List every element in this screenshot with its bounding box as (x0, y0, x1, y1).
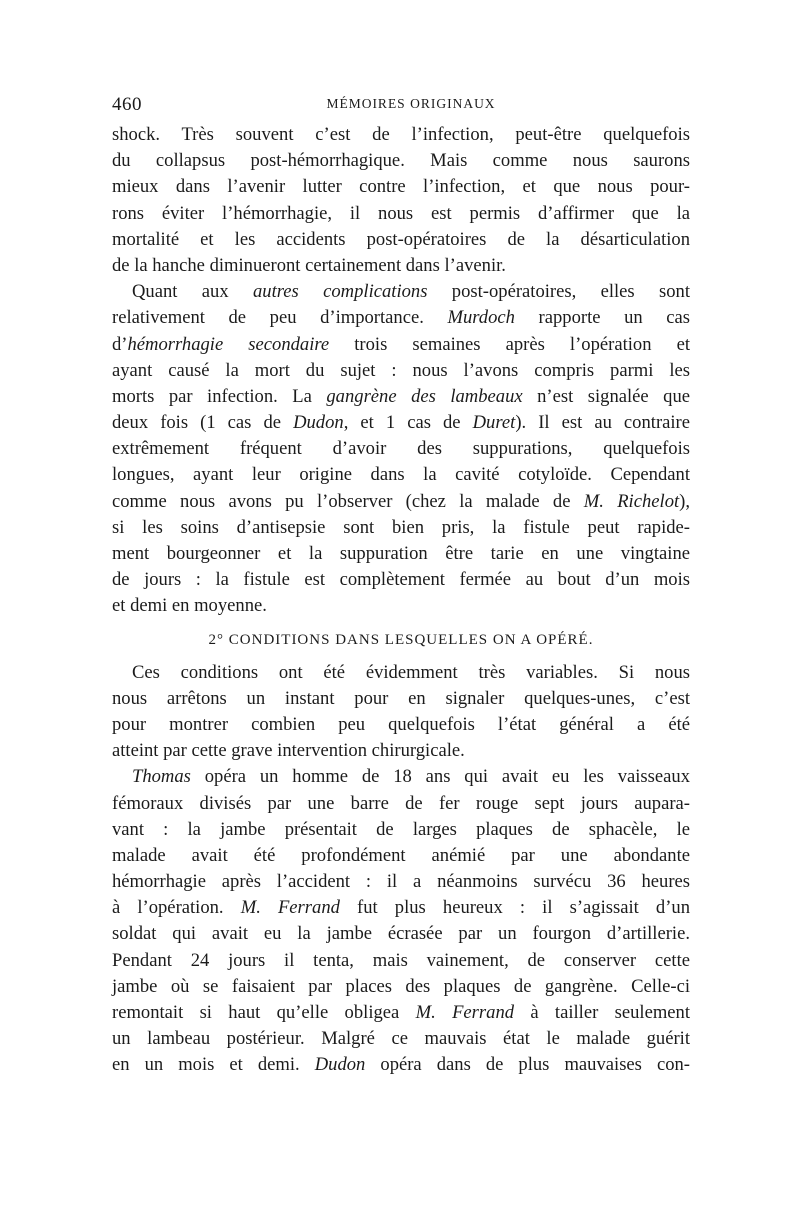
italic-name: M. Richelot (583, 490, 680, 512)
italic-name: M. Ferrand (415, 1002, 515, 1023)
running-head (112, 92, 690, 118)
text-line (112, 410, 690, 436)
text-line (112, 332, 690, 358)
text-line: mieux dans l’avenir lutter contre l’infection, et que nous pour- (112, 176, 690, 198)
text-run: deux fois (1 cas de (112, 412, 294, 434)
body-text (112, 122, 690, 1079)
text-run: comme nous avons pu l’observer (chez la malade de (112, 490, 584, 512)
italic-name: gangrène des lambeaux (326, 385, 523, 407)
text-run: en un mois et demi. (112, 1054, 315, 1076)
text-line (112, 764, 690, 790)
text-line (112, 384, 690, 410)
text-line (112, 1000, 690, 1026)
text-line: ayant causé la mort du sujet : nous l’avons compris parmi les (112, 359, 690, 381)
text-line: un lambeau postérieur. Malgré ce mauvais état le malade guérit (112, 1028, 690, 1050)
text-line: soldat qui avait eu la jambe écrasée par un fourgon d’artillerie. (112, 923, 690, 945)
text-line: rons éviter l’hémorrhagie, il nous est permis d’affirmer que la (112, 202, 690, 224)
italic-name: hémorrhagie secondaire (127, 333, 330, 355)
text-line: jambe où se faisaient par places des plaques de gangrène. Celle-ci (112, 975, 690, 997)
text-line: pour montrer combien peu quelquefois l’état général a été (112, 713, 690, 735)
text-line: hémorrhagie après l’accident : il a néanmoins survécu 36 heures (112, 871, 690, 893)
italic-name: Thomas (132, 766, 191, 788)
italic-name: autres complications (252, 281, 428, 303)
text-line: du collapsus post-hémorrhagique. Mais comme nous saurons (112, 150, 690, 172)
text-run: relativement de peu d’importance. (112, 307, 448, 329)
text-line (112, 1052, 690, 1078)
italic-name: Dudon (293, 412, 344, 434)
text-run: trois semaines après l’opération et (329, 333, 690, 355)
text-run: Quant aux (132, 281, 253, 303)
text-run: ). Il est au contraire (515, 412, 690, 434)
text-run: , et 1 cas de (343, 412, 473, 434)
text-run: opéra un homme de 18 ans qui avait eu les vaisseaux (190, 766, 690, 788)
text-run: ), (679, 490, 690, 512)
text-line: ment bourgeonner et la suppuration être tarie en une vingtaine (112, 543, 690, 564)
text-line: extrêmement fréquent d’avoir des suppurations, quelquefois (112, 438, 690, 460)
text-line: de la hanche diminueront certainement dans l’avenir. (112, 254, 506, 276)
text-run: fut plus heureux : il s’agissait d’un (339, 897, 690, 919)
text-line: si les soins d’antisepsie sont bien pris, la fistule peut rapide- (112, 516, 690, 538)
text-line: Pendant 24 jours il tenta, mais vainement, de conserver cette (112, 949, 690, 971)
italic-name: M. Ferrand (240, 897, 340, 919)
text-line: Ces conditions ont été évidemment très variables. Si nous (132, 661, 690, 683)
text-line (112, 305, 690, 331)
page-number: 460 (112, 94, 142, 115)
text-run: à l’opération. (112, 897, 241, 919)
text-line: nous arrêtons un instant pour en signaler quelques-unes, c’est (112, 687, 690, 709)
italic-name: Dudon (314, 1054, 366, 1076)
book-page (112, 92, 690, 1079)
text-line: fémoraux divisés par une barre de fer rouge sept jours aupara- (112, 792, 690, 814)
section-heading: 2° CONDITIONS DANS LESQUELLES ON A OPÉRÉ. (208, 631, 594, 648)
text-run: post-opératoires, elles sont (427, 281, 690, 303)
text-line: mortalité et les accidents post-opératoires de la désarticulation (112, 228, 690, 250)
text-run: opéra dans de plus mauvaises con- (365, 1054, 690, 1076)
text-line (112, 489, 690, 515)
text-line: et demi en moyenne. (112, 595, 267, 617)
text-run: à tailler seulement (514, 1002, 690, 1023)
text-line: malade avait été profondément anémié par une abondante (112, 844, 690, 866)
text-run: remontait si haut qu’elle obligea (112, 1002, 416, 1023)
text-line: vant : la jambe présentait de larges plaques de sphacèle, le (112, 818, 690, 840)
running-title: MÉMOIRES ORIGINAUX (326, 96, 496, 111)
text-line: shock. Très souvent c’est de l’infection, peut-être quelquefois (112, 124, 690, 145)
text-run: d’ (112, 333, 128, 355)
text-run: n’est signalée que (522, 385, 690, 407)
text-run: rapporte un cas (514, 307, 691, 329)
italic-name: Murdoch (447, 307, 515, 329)
text-line (112, 895, 690, 921)
text-run: morts par infection. La (112, 385, 327, 407)
text-line (112, 279, 690, 305)
text-line: atteint par cette grave intervention chirurgicale. (112, 740, 465, 762)
text-line: de jours : la fistule est complètement fermée au bout d’un mois (112, 569, 690, 591)
text-line: longues, ayant leur origine dans la cavité cotyloïde. Cependant (112, 464, 690, 486)
italic-name: Duret (472, 412, 516, 434)
